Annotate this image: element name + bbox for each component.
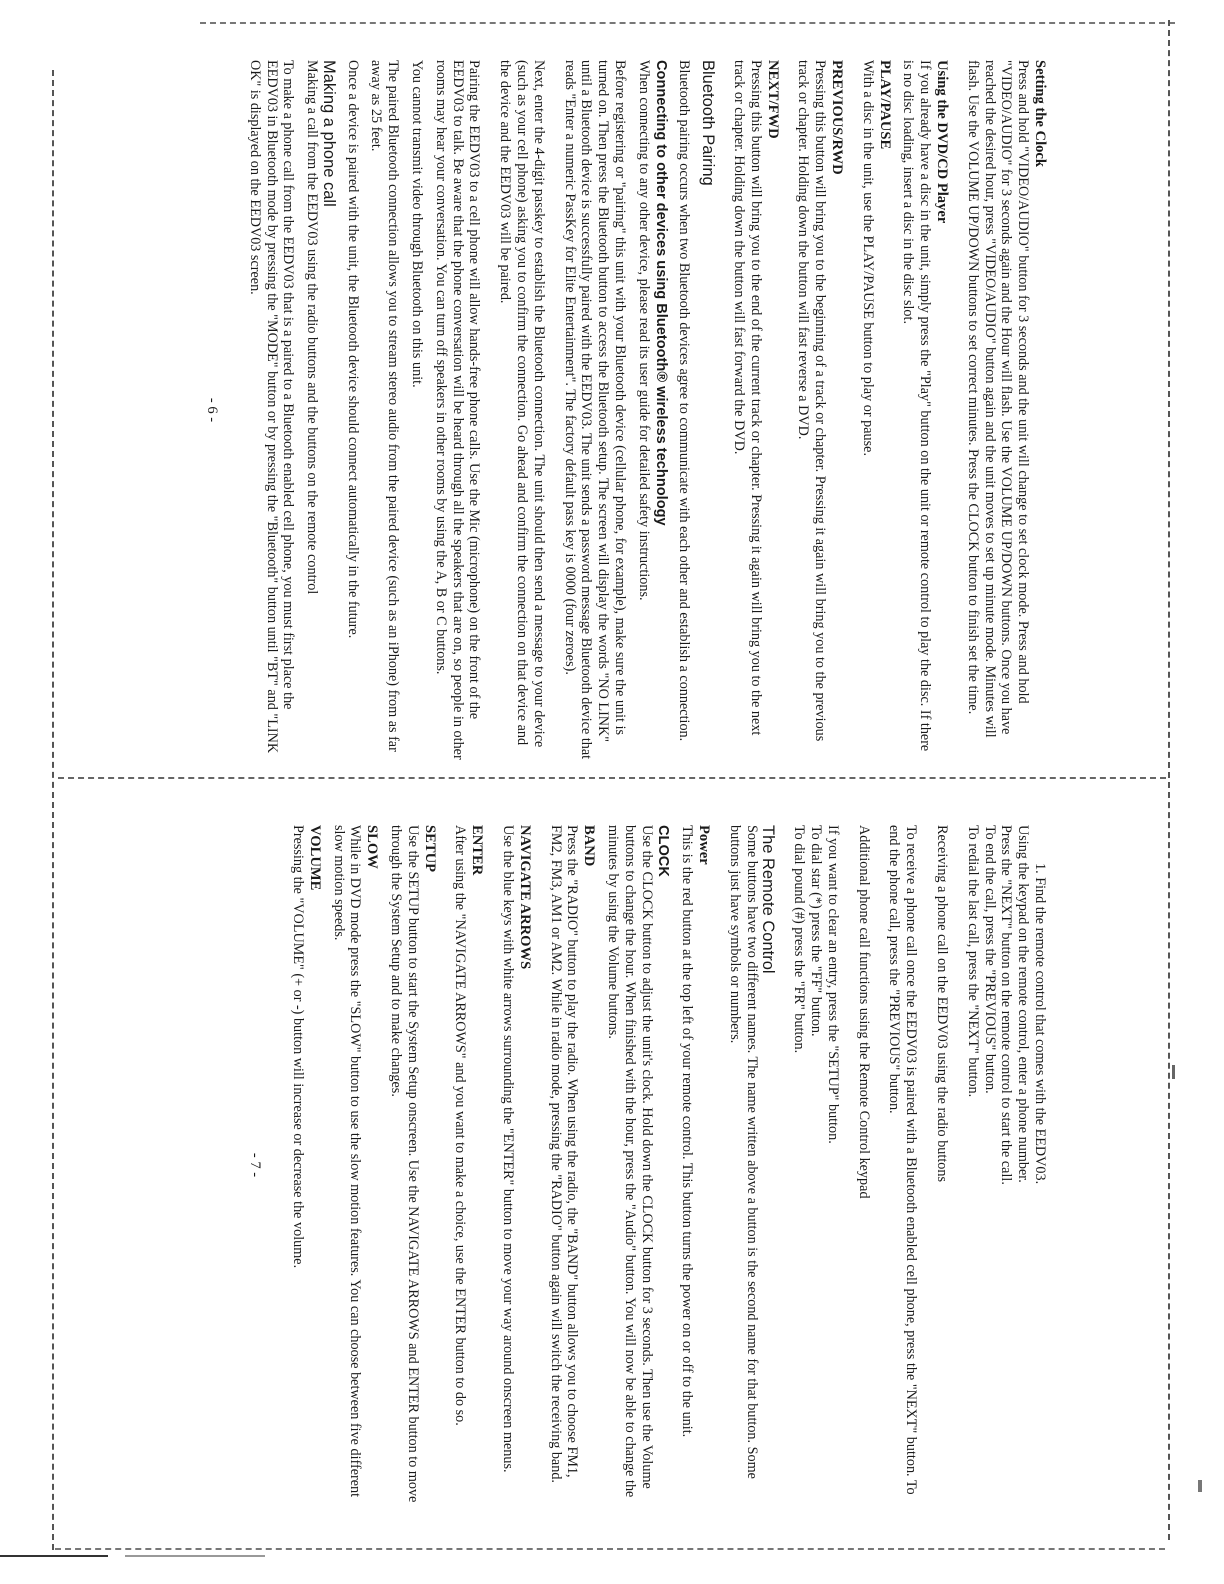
- play-pause-heading: PLAY/PAUSE: [876, 60, 893, 150]
- next-enter-text: Next, enter the 4-digit passkey to establish the Bluetooth connection. The unit should then send a message to your device (such as your cell phone) asking you to confirm the connection. Go ahead and confirm the connection on that device and the device and the EEDV03 will be paired.: [497, 60, 547, 748]
- navigate-heading: NAVIGATE ARROWS: [516, 825, 533, 970]
- step-1-text: 1. Find the remote control that comes with the EEDV03.: [1032, 863, 1048, 1185]
- clock-heading: CLOCK: [655, 825, 672, 877]
- band-text: Press the "RADIO" button to play the radio. When using the radio, the "BAND" button allows you to choose FM1, FM2, FM3, AM1 or AM2. While in radio mode, pressing the "RADIO" button again will switch the receiving band.: [547, 825, 581, 1483]
- slow-text: While in DVD mode press the "SLOW" button to use the slow motion features. You can choose between five different slow motion speeds.: [330, 825, 364, 1498]
- previous-heading: PREVIOUS/RWD: [829, 60, 846, 175]
- setting-clock-heading: Setting the Clock: [1032, 60, 1048, 168]
- setup-heading: SETUP: [421, 825, 438, 873]
- page-number-7: - 7 -: [247, 1152, 264, 1178]
- play-pause-text: With a disc in the unit, use the PLAY/PAUSE button to play or pause.: [859, 60, 876, 457]
- making-call-heading: Making a phone call: [319, 60, 338, 207]
- making-call-text: Making a call from the EEDV03 using the radio buttons and the buttons on the remote control: [304, 60, 321, 595]
- manual-page-6: [88, 60, 1048, 760]
- page-number-6: - 6 -: [203, 397, 220, 423]
- enter-heading: ENTER: [469, 825, 486, 876]
- bt-pairing-heading: Bluetooth Pairing: [699, 60, 718, 186]
- previous-text: Pressing this button will bring you to the beginning of a track or chapter. Pressing it again will bring you to the previous track or chapter. Holding down the button will fast reverse a DVD.: [795, 60, 829, 742]
- power-text: This is the red button at the top left of your remote control. This button turns the power on or off to the unit.: [679, 825, 696, 1438]
- additional-line-3: To dial pound (#) press the "FR" button.: [791, 825, 808, 1054]
- slow-heading: SLOW: [364, 825, 381, 869]
- remote-text: Some buttons have two different names. The name written above a button is the second name for that button. Some buttons just have symbols or numbers.: [726, 825, 760, 1479]
- scan-border-bottom: [55, 1548, 1165, 1550]
- step-1-line-1: Using the keypad on the remote control, enter a phone number.: [1015, 825, 1032, 1183]
- navigate-text: Use the blue keys with white arrows surrounding the "ENTER" button to move your way around onscreen menus.: [500, 825, 517, 1473]
- auto-connect-text: Once a device is paired with the unit, the Bluetooth device should connect automatically in the future.: [344, 60, 361, 639]
- no-video-text: You cannot transmit video through Bluetooth on this unit.: [409, 60, 426, 388]
- receiving-heading: Receiving a phone call on the EEDV03 using the radio buttons: [934, 825, 951, 1182]
- step-1-line-3: To end the call, press the "PREVIOUS" button.: [981, 825, 998, 1094]
- scan-speck: [1172, 1065, 1175, 1079]
- clock-text: Use the CLOCK button to adjust the unit's clock. Hold down the CLOCK button for 3 seconds. Then use the Volume buttons to change the hour. When finished with the hour, press the "Audio" button. You will now be able to change the minutes by using the Volume buttons.: [605, 825, 655, 1498]
- scan-speck: [1198, 1480, 1202, 1492]
- enter-text: After using the "NAVIGATE ARROWS" and you want to make a choice, use the ENTER button to do so.: [452, 825, 469, 1426]
- volume-text: Pressing the "VOLUME" (+ or -) button will increase or decrease the volume.: [290, 825, 307, 1269]
- additional-line-2: To dial star (*) press the "FF" button.: [808, 825, 825, 1037]
- dvd-player-heading: Using the DVD/CD Player: [934, 60, 951, 224]
- receiving-text: To receive a phone call once the EEDV03 is paired with a Bluetooth enabled cell phone, press the "NEXT" button. To end the phone call, press the "PREVIOUS" button.: [886, 825, 920, 1495]
- scan-border-top: [200, 22, 1175, 24]
- next-text: Pressing this button will bring you to the end of the current track or chapter. Pressing it again will bring you to the next track or chapter. Holding down the button will fast forward the DVD.: [731, 60, 764, 736]
- setup-text: Use the SETUP button to start the System Setup onscreen. Use the NAVIGATE ARROWS and ENTER button to move through the System Setup and to make changes.: [388, 825, 421, 1503]
- registering-text: Before registering or "pairing" this unit with your Bluetooth device (cellular phone, for example), make sure the unit is turned on. Then press the Bluetooth button to access the Bluetooth setup. The screen will display the words "NO LINK" until a Bluetooth device is successfully paired with the EEDV03. The unit sends a password message Bluetooth device that reads "Enter a numeric PassKey for Elite Entertainment". The factory default pass key is 0000 (four zeroes).: [561, 60, 629, 760]
- dvd-player-text: If you already have a disc in the unit, simply press the "Play" button on the unit or remote control to play the disc. If there is no disc loading, insert a disc in the disc slot.: [900, 60, 934, 752]
- power-heading: Power: [696, 825, 713, 865]
- bt-pairing-text: Bluetooth pairing occurs when two Bluetooth devices agree to communicate with each other and establish a connection.: [676, 60, 693, 742]
- step-1-line-4: To redial the last call, press the "NEXT" button.: [964, 825, 981, 1098]
- scan-border-left: [52, 70, 54, 1550]
- setting-clock-text: Press and hold "VIDEO/AUDIO" button for 3 seconds and the unit will change to set clock mode. Press and hold "VIDEO/AUDIO" for 3 seconds again and the Hour will flash. Use the VOLUME UP/DOWN buttons. Once you have reached the desired hour, press "VIDEO/AUDIO" button again and the unit moves to set up minute mode. Minutes will flash. Use the VOLUME UP/DOWN buttons to set correct minutes. Press the CLOCK button to finish set the time.: [964, 60, 1032, 738]
- page-fold-line: [58, 777, 1166, 779]
- to-make-call-text: To make a phone call from the EEDV03 that is a paired to a Bluetooth enabled cell phone, you must first place the EEDV03 in Bluetooth mode by pressing the "MODE" button or by pressing the "Bluetooth" button until "BT" and "LINK OK" is displayed on the EEDV03 screen.: [246, 60, 297, 754]
- stream-text: The paired Bluetooth connection allows you to stream stereo audio from the paired device (such as an iPhone) from as far away as 25 feet.: [368, 60, 402, 752]
- pairing-cell-text: Pairing the EEDV03 to a cell phone will allow hands-free phone calls. Use the Mic (microphone) on the front of the EEDV03 to talk. Be aware that the phone conversation will be heard through all the speakers that are on, so people in other rooms may hear your conversation. You can turn off speakers in other rooms by using the A, B or C buttons.: [432, 60, 483, 760]
- additional-heading: Additional phone call functions using the Remote Control keypad: [855, 825, 872, 1199]
- additional-line-1: If you want to clear an entry, press the "SETUP" button.: [824, 825, 841, 1144]
- volume-heading: VOLUME: [306, 825, 323, 891]
- step-1-line-2: Press the "NEXT" button on the remote control to start the call.: [998, 825, 1015, 1185]
- next-heading: NEXT/FWD: [764, 60, 781, 139]
- connecting-text: When connecting to any other device, please read its user guide for detailed safety instructions.: [635, 60, 652, 601]
- scan-border-right: [1168, 20, 1170, 1540]
- remote-heading: The Remote Control: [759, 825, 778, 974]
- scan-mark: [125, 1555, 265, 1557]
- manual-page-7: [88, 825, 1048, 1505]
- scan-mark: [0, 1555, 108, 1557]
- band-heading: BAND: [581, 825, 598, 867]
- connecting-heading: Connecting to other devices using Bluetooth® wireless technology: [652, 60, 669, 526]
